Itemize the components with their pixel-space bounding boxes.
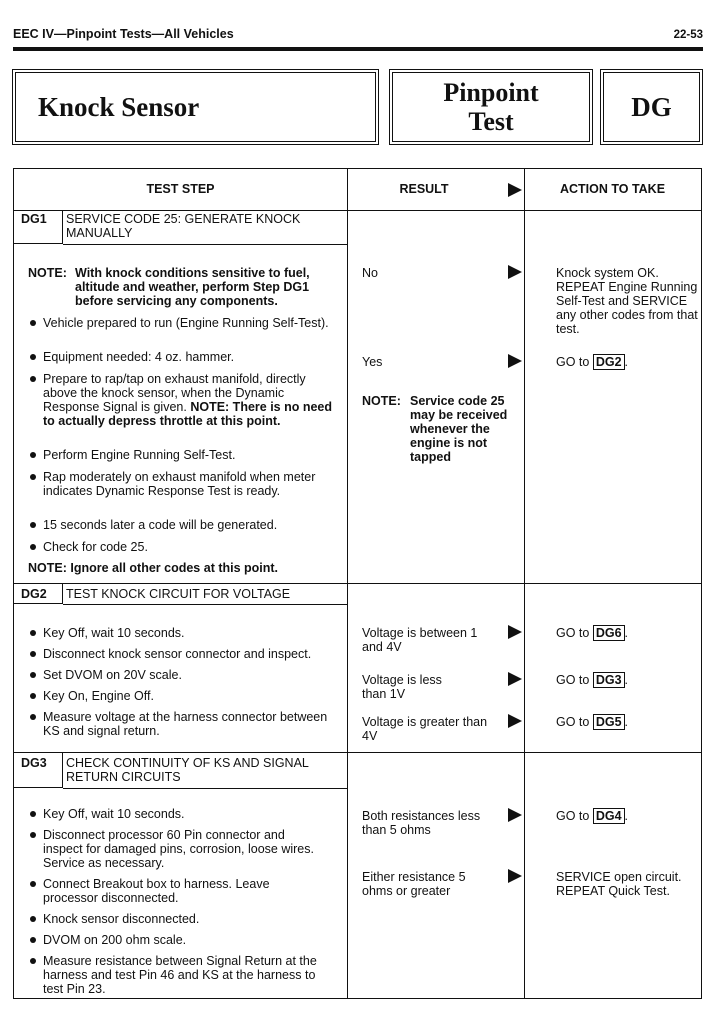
column-header-result: RESULT (399, 182, 449, 196)
running-header (13, 27, 703, 51)
result-no: No (362, 266, 378, 280)
step-note-dg1 (28, 266, 342, 308)
list-item: Measure voltage at the harness connector between KS and signal return. (28, 710, 328, 738)
list-item: Key Off, wait 10 seconds. (28, 626, 338, 640)
test-label: Test (468, 107, 514, 136)
column-header-test-step: TEST STEP (146, 182, 215, 196)
step-divider-dg2 (14, 583, 701, 584)
pinpoint-label: Pinpoint (443, 78, 539, 107)
list-item: Key On, Engine Off. (28, 689, 338, 703)
list-item: Key Off, wait 10 seconds. (28, 807, 338, 821)
step-id-dg1: DG1 (21, 212, 47, 226)
goto-label: GO to (556, 355, 590, 369)
step-title-dg2: TEST KNOCK CIRCUIT FOR VOLTAGE (66, 587, 291, 601)
goto-step-dg4[interactable]: DG4 (593, 808, 625, 824)
list-item: DVOM on 200 ohm scale. (28, 933, 338, 947)
action-goto-dg5: GO to DG5 . (556, 715, 629, 729)
section-title: EEC IV—Pinpoint Tests—All Vehicles (13, 27, 234, 41)
result-resistances-less-5: Both resistances less than 5 ohms (362, 809, 481, 837)
action-goto-dg4: GO to DG4 . (556, 809, 629, 823)
list-item: Rap moderately on exhaust manifold when meter indicates Dynamic Response Test is ready. (28, 470, 328, 498)
note-text: With knock conditions sensitive to fuel, altitude and weather, perform Step DG1 before servicing any components. (75, 266, 310, 308)
goto-label: GO to (556, 809, 590, 823)
goto-label: GO to (556, 715, 590, 729)
list-item-text: Prepare to rap/tap on exhaust manifold, directly above the knock sensor, when the Dynamic Response Signal is given. (43, 372, 306, 414)
step-title-dg3: CHECK CONTINUITY OF KS AND SIGNAL RETURN CIRCUITS (66, 756, 309, 784)
page-number: 22-53 (673, 29, 703, 41)
result-yes: Yes (362, 355, 383, 369)
list-item: Set DVOM on 20V scale. (28, 668, 338, 682)
result-note-label: NOTE: (362, 394, 401, 408)
result-arrow-icon (508, 714, 522, 728)
result-arrow-icon (508, 265, 522, 279)
component-title: Knock Sensor (38, 92, 200, 122)
action-service-open-circuit: SERVICE open circuit. REPEAT Quick Test. (556, 870, 682, 898)
test-code: DG (631, 92, 672, 122)
step-title-dg1: SERVICE CODE 25: GENERATE KNOCK MANUALLY (66, 212, 301, 240)
step-end-note-dg1 (28, 561, 342, 575)
test-code-box (603, 72, 700, 142)
end-note-label: NOTE: (28, 561, 67, 575)
list-item: Measure resistance between Signal Return at the harness and test Pin 46 and KS at the harness to test Pin 23. (28, 954, 338, 996)
pinpoint-test-box (392, 72, 590, 142)
list-item: Disconnect knock sensor connector and inspect. (28, 647, 344, 661)
list-item (28, 372, 340, 428)
component-title-box (15, 72, 376, 142)
action-goto-dg3: GO to DG3 . (556, 673, 629, 687)
result-arrow-icon (508, 869, 522, 883)
action-goto-dg6: GO to DG6 . (556, 626, 629, 640)
step-title-underline (63, 604, 347, 605)
note-label: NOTE: (28, 266, 67, 280)
header-divider (14, 210, 701, 211)
end-note-text: Ignore all other codes at this point. (70, 561, 279, 575)
header-arrow-icon (508, 183, 522, 197)
list-item: Check for code 25. (28, 540, 338, 554)
result-voltage-1-4v: Voltage is between 1 and 4V (362, 626, 478, 654)
goto-step-dg3[interactable]: DG3 (593, 672, 625, 688)
result-arrow-icon (508, 354, 522, 368)
list-item: 15 seconds later a code will be generated. (28, 518, 338, 532)
action-knock-ok: Knock system OK. REPEAT Engine Running Self-Test and SERVICE any other codes from that test. (556, 266, 698, 336)
result-note-text: Service code 25 may be received whenever the engine is not tapped (410, 394, 508, 464)
list-item: Knock sensor disconnected. (28, 912, 338, 926)
result-arrow-icon (508, 625, 522, 639)
result-arrow-icon (508, 672, 522, 686)
action-goto-dg2: GO to DG2 . (556, 355, 629, 369)
list-item: Connect Breakout box to harness. Leave processor disconnected. (28, 877, 324, 905)
result-note-dg1 (362, 394, 512, 464)
list-item: Disconnect processor 60 Pin connector and inspect for damaged pins, corrosion, loose wires. Service as necessary. (28, 828, 324, 870)
list-item: Perform Engine Running Self-Test. (28, 448, 338, 462)
goto-label: GO to (556, 673, 590, 687)
step-id-dg3: DG3 (21, 756, 47, 770)
goto-step-dg6[interactable]: DG6 (593, 625, 625, 641)
step-id-dg2: DG2 (21, 587, 47, 601)
list-item: Vehicle prepared to run (Engine Running Self-Test). (28, 316, 338, 330)
list-item-note: NOTE: There is no need to actually depress throttle at this point. (43, 400, 333, 428)
list-item: Equipment needed: 4 oz. hammer. (28, 350, 338, 364)
step-divider-dg3 (14, 752, 701, 753)
goto-label: GO to (556, 626, 590, 640)
result-arrow-icon (508, 808, 522, 822)
pinpoint-test-table (13, 168, 702, 999)
column-header-action: ACTION TO TAKE (559, 182, 666, 196)
result-voltage-greater-4v: Voltage is greater than 4V (362, 715, 488, 743)
result-voltage-less-1v: Voltage is less than 1V (362, 673, 442, 701)
goto-step-dg2[interactable]: DG2 (593, 354, 625, 370)
step-title-underline (63, 244, 347, 245)
step-title-underline (63, 788, 347, 789)
goto-step-dg5[interactable]: DG5 (593, 714, 625, 730)
result-resistance-5-or-greater: Either resistance 5 ohms or greater (362, 870, 466, 898)
